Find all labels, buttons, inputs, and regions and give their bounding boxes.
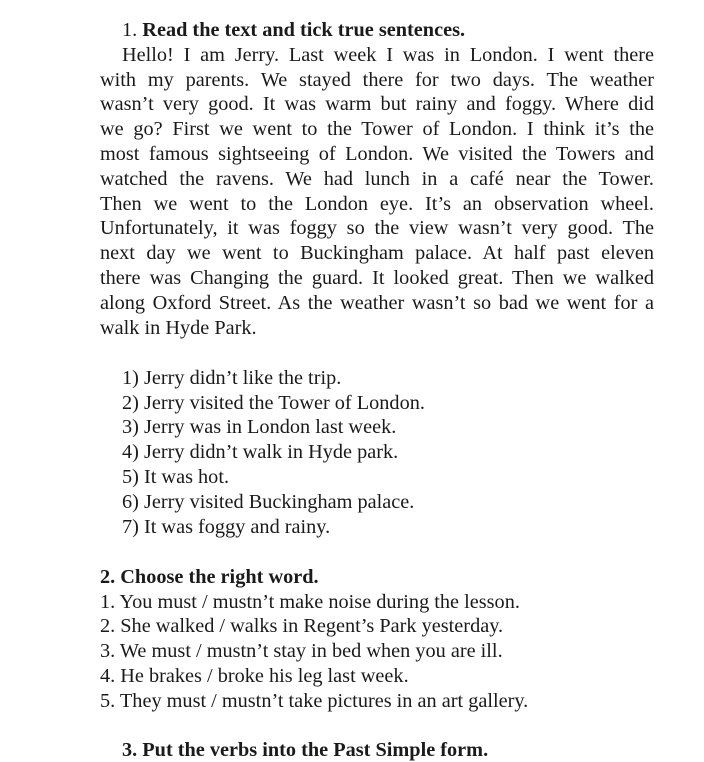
exercise-1-number: 1. bbox=[122, 19, 138, 41]
statement-item: 3) Jerry was in London last week. bbox=[122, 416, 397, 438]
paragraph-line: along Oxford Street. As the weather wasn’t so bad we went for a bbox=[100, 292, 654, 314]
exercise-2-item: 4. He brakes / broke his leg last week. bbox=[100, 665, 409, 687]
paragraph-line: Hello! I am Jerry. Last week I was in London. I went there bbox=[122, 44, 654, 66]
paragraph-line: next day we went to Buckingham palace. At half past eleven bbox=[100, 242, 654, 264]
statement-item: 7) It was foggy and rainy. bbox=[122, 516, 331, 538]
exercise-3-title: 3. Put the verbs into the Past Simple form. bbox=[122, 739, 489, 761]
statement-item: 1) Jerry didn’t like the trip. bbox=[122, 367, 342, 389]
paragraph-line: Then we went to the London eye. It’s an observation wheel. bbox=[100, 193, 654, 215]
exercise-2-title: 2. Choose the right word. bbox=[100, 566, 319, 588]
paragraph-line: walk in Hyde Park. bbox=[100, 317, 257, 339]
exercise-2-item: 1. You must / mustn’t make noise during the lesson. bbox=[100, 591, 520, 613]
paragraph-line: there was Changing the guard. It looked great. Then we walked bbox=[100, 267, 654, 289]
paragraph-line: wasn’t very good. It was warm but rainy and foggy. Where did bbox=[100, 93, 654, 115]
statement-item: 4) Jerry didn’t walk in Hyde park. bbox=[122, 441, 399, 463]
exercise-2-item: 3. We must / mustn’t stay in bed when you are ill. bbox=[100, 640, 503, 662]
paragraph-line: watched the ravens. We had lunch in a café near the Tower. bbox=[100, 168, 654, 190]
paragraph-line: we go? First we went to the Tower of London. I think it’s the bbox=[100, 118, 654, 140]
paragraph-line: Unfortunately, it was foggy so the view wasn’t very good. The bbox=[100, 217, 654, 239]
exercise-2-item: 5. They must / mustn’t take pictures in an art gallery. bbox=[100, 690, 529, 712]
paragraph-line: most famous sightseeing of London. We visited the Towers and bbox=[100, 143, 654, 165]
statement-item: 6) Jerry visited Buckingham palace. bbox=[122, 491, 415, 513]
exercise-1-instruction: Read the text and tick true sentences. bbox=[142, 19, 466, 41]
paragraph-line: with my parents. We stayed there for two days. The weather bbox=[100, 69, 654, 91]
exercise-2-item: 2. She walked / walks in Regent’s Park yesterday. bbox=[100, 615, 504, 637]
exercise-1-title bbox=[122, 18, 676, 42]
statement-item: 2) Jerry visited the Tower of London. bbox=[122, 392, 425, 414]
statement-item: 5) It was hot. bbox=[122, 466, 230, 488]
